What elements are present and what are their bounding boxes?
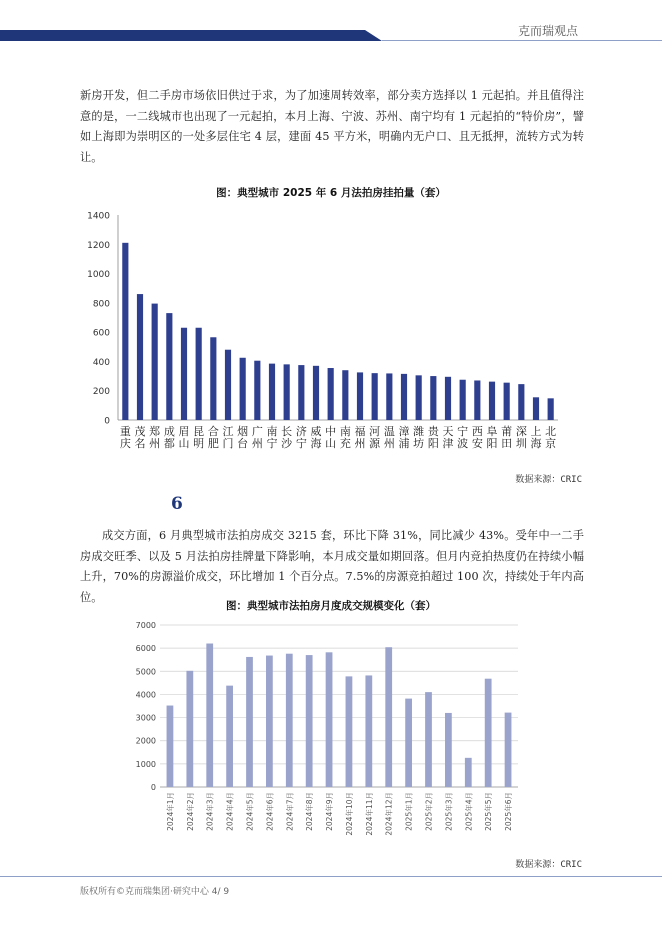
chart1-bar	[416, 375, 422, 420]
chart1-xtick: 波	[457, 437, 469, 450]
chart1-xtick: 州	[354, 437, 366, 450]
chart1-bar	[269, 364, 275, 420]
chart1-ytick: 400	[92, 357, 110, 368]
chart1-xtick: 潍	[413, 425, 425, 438]
chart1-bar	[504, 383, 510, 420]
chart2-xtick: 2024年1月	[165, 792, 175, 831]
chart2-ytick: 4000	[135, 690, 156, 700]
chart1-xtick: 都	[163, 437, 175, 450]
chart1-xtick: 威	[310, 425, 322, 438]
chart1-xtick: 南	[339, 425, 351, 438]
chart1-bar	[254, 361, 260, 420]
chart1-bar	[445, 377, 451, 420]
chart1-source: 数据来源：CRIC	[515, 475, 582, 485]
chart1-bar	[533, 397, 539, 420]
chart1-xtick: 济	[295, 425, 307, 438]
chart1-xtick: 州	[383, 437, 395, 450]
chart1-xtick: 山	[178, 437, 190, 450]
chart1-xtick: 福	[354, 425, 366, 438]
section-number: 6	[171, 494, 183, 514]
chart2-ytick: 5000	[135, 667, 156, 677]
chart2-bar	[425, 692, 432, 787]
chart1-bar	[298, 365, 304, 420]
chart1-xtick: 莆	[501, 425, 513, 438]
chart1-xtick: 眉	[178, 425, 190, 438]
chart1-xtick: 广	[251, 425, 263, 438]
chart2-monthly-transactions	[120, 615, 530, 855]
chart1-xtick: 中	[325, 425, 337, 438]
chart2-ytick: 0	[150, 783, 156, 792]
chart1-listing-volume	[80, 203, 580, 465]
chart1-ytick: 0	[104, 416, 110, 427]
chart2-title: 图：典型城市法拍房月度成交规模变化（套）	[226, 600, 436, 612]
chart1-ytick: 200	[92, 387, 110, 398]
chart2-xtick: 2025年3月	[444, 792, 454, 831]
chart2-xtick: 2024年8月	[305, 792, 315, 831]
chart1-xtick: 海	[310, 437, 322, 450]
chart1-xtick: 天	[442, 425, 454, 438]
chart1-xtick: 津	[442, 437, 454, 450]
chart2-ytick: 6000	[135, 644, 156, 654]
chart1-xtick: 南	[266, 425, 278, 438]
chart1-xtick: 田	[501, 437, 513, 450]
chart1-xtick: 阜	[486, 425, 498, 438]
chart2-xtick: 2024年7月	[285, 792, 295, 831]
chart2-xtick: 2025年2月	[424, 792, 434, 831]
chart1-xtick: 温	[383, 425, 395, 438]
chart2-xtick: 2025年4月	[464, 792, 474, 831]
chart1-bar	[548, 398, 554, 420]
chart1-title: 图：典型城市 2025 年 6 月法拍房挂拍量（套）	[216, 187, 446, 199]
chart1-ytick: 600	[92, 328, 110, 339]
chart2-bar	[385, 647, 392, 787]
chart1-bar	[342, 370, 348, 420]
chart2-xtick: 2024年2月	[185, 792, 195, 831]
chart1-bar	[152, 304, 158, 420]
chart1-xtick: 山	[325, 437, 337, 450]
chart2-xtick: 2024年4月	[225, 792, 235, 831]
chart1-xtick: 充	[339, 437, 351, 450]
chart1-xtick: 庆	[119, 437, 131, 450]
chart1-bar	[489, 382, 495, 420]
chart2-ytick: 1000	[135, 759, 156, 769]
chart2-bar	[226, 686, 233, 787]
chart2-bar	[286, 654, 293, 787]
chart1-bar	[401, 374, 407, 420]
chart1-bar	[372, 373, 378, 420]
chart1-xtick: 漳	[398, 425, 410, 438]
chart1-xtick: 西	[471, 425, 483, 438]
chart1-ytick: 1000	[87, 270, 110, 281]
paragraph-1: 新房开发，但二手房市场依旧供过于求，为了加速周转效率，部分卖方选择以 1 元起拍。并且值得注意的是，一二线城市也出现了一元起拍，本月上海、宁波、苏州、南宁均有 1 元起拍的“特价房”，譬如上海即为崇明区的一处多层住宅 4 层，建面 45 平方米，明确内无户口、且无抵押，流转方式为转让。	[80, 89, 584, 164]
footer-divider	[0, 876, 662, 877]
chart1-bar	[328, 368, 334, 420]
chart1-xtick: 州	[149, 437, 161, 450]
chart2-bar	[186, 671, 193, 787]
chart2-bar	[445, 713, 452, 787]
chart1-xtick: 源	[369, 437, 381, 450]
chart2-ytick: 7000	[135, 621, 156, 630]
chart2-xtick: 2024年5月	[245, 792, 255, 831]
chart2-bar	[405, 699, 412, 787]
chart1-xtick: 宁	[295, 437, 307, 450]
chart2-xtick: 2024年12月	[384, 792, 394, 836]
chart1-ytick: 800	[92, 299, 110, 310]
chart1-xtick: 贵	[427, 425, 439, 438]
chart1-xtick: 烟	[237, 425, 249, 438]
chart1-bar	[166, 313, 172, 420]
chart2-xtick: 2024年3月	[205, 792, 215, 831]
page-header	[0, 0, 662, 44]
chart2-bar	[167, 706, 174, 787]
chart2-bar	[266, 656, 273, 787]
chart1-xtick: 州	[251, 437, 263, 450]
brand-name: 克而瑞观点	[517, 24, 578, 38]
chart1-xtick: 河	[369, 425, 381, 438]
chart1-xtick: 茂	[134, 425, 146, 438]
chart2-bar	[365, 675, 372, 787]
chart1-bar	[240, 358, 246, 420]
chart2-bar	[246, 657, 253, 787]
chart1-ytick: 1200	[87, 240, 110, 251]
chart1-xtick: 台	[237, 437, 249, 450]
chart1-xtick: 阳	[427, 437, 439, 450]
chart2-bar	[485, 679, 492, 787]
paragraph-2: 成交方面，6 月典型城市法拍房成交 3215 套，环比下降 31%，同比减少 43%。受年中一二手房成交旺季、以及 5 月法拍房挂牌量下降影响，本月成交量如期回落。但月内竞拍热度仍在持续小幅上升，70%的房源溢价成交，环比增加 1 个百分点。7.5%的房源竞拍超过 100 次，持续处于年内高位。	[80, 529, 584, 604]
chart1-xtick: 深	[515, 425, 527, 438]
chart2-xtick: 2025年5月	[484, 792, 494, 831]
chart1-xtick: 合	[207, 425, 219, 438]
chart1-xtick: 昆	[193, 425, 205, 438]
chart1-xtick: 宁	[266, 437, 278, 450]
chart1-xtick: 浦	[398, 437, 410, 450]
chart1-bar	[284, 364, 290, 420]
chart1-bar	[460, 380, 466, 420]
chart1-bar	[137, 294, 143, 420]
chart2-bar	[505, 713, 512, 787]
chart1-xtick: 京	[545, 437, 557, 450]
chart1-bar	[474, 380, 480, 420]
chart1-bar	[357, 372, 363, 420]
chart1-xtick: 长	[281, 425, 293, 438]
chart2-xtick: 2024年10月	[344, 792, 354, 836]
chart2-bar	[346, 676, 353, 787]
chart1-bar	[181, 328, 187, 420]
chart1-xtick: 郑	[149, 425, 161, 438]
chart2-xtick: 2024年11月	[364, 792, 374, 836]
chart1-bar	[210, 337, 216, 420]
chart1-xtick: 重	[119, 425, 131, 438]
chart1-bar	[122, 243, 128, 420]
chart2-source: 数据来源：CRIC	[515, 860, 582, 870]
chart2-bar	[306, 655, 313, 787]
footer-copyright: 版权所有©克而瑞集团·研究中心 4/ 9	[80, 887, 230, 897]
chart1-xtick: 坊	[413, 437, 425, 450]
chart1-bar	[518, 384, 524, 420]
chart1-bar	[386, 373, 392, 420]
chart1-xtick: 肥	[207, 437, 219, 450]
chart1-xtick: 江	[222, 425, 234, 438]
chart1-bar	[196, 328, 202, 420]
chart2-xtick: 2025年6月	[504, 792, 514, 831]
chart1-xtick: 明	[193, 437, 205, 450]
chart1-xtick: 名	[134, 437, 146, 450]
chart2-ytick: 3000	[135, 713, 156, 723]
chart2-xtick: 2024年9月	[325, 792, 335, 831]
chart1-xtick: 上	[530, 425, 542, 438]
chart1-bar	[430, 376, 436, 420]
chart2-ytick: 2000	[135, 736, 156, 746]
chart1-xtick: 沙	[281, 437, 293, 450]
chart1-xtick: 阳	[486, 437, 498, 450]
chart2-bar	[206, 644, 213, 787]
chart1-xtick: 圳	[515, 437, 527, 450]
chart1-xtick: 海	[530, 437, 542, 450]
chart1-ytick: 1400	[87, 211, 110, 222]
chart2-xtick: 2025年1月	[404, 792, 414, 831]
chart1-xtick: 宁	[457, 425, 469, 438]
chart1-xtick: 北	[545, 425, 557, 438]
chart1-xtick: 门	[222, 437, 234, 450]
chart1-bar	[313, 366, 319, 420]
chart1-xtick: 安	[471, 437, 483, 450]
chart2-xtick: 2024年6月	[265, 792, 275, 831]
chart2-bar	[326, 652, 333, 787]
chart1-bar	[225, 350, 231, 420]
chart2-bar	[465, 758, 472, 787]
chart1-xtick: 成	[163, 425, 175, 438]
